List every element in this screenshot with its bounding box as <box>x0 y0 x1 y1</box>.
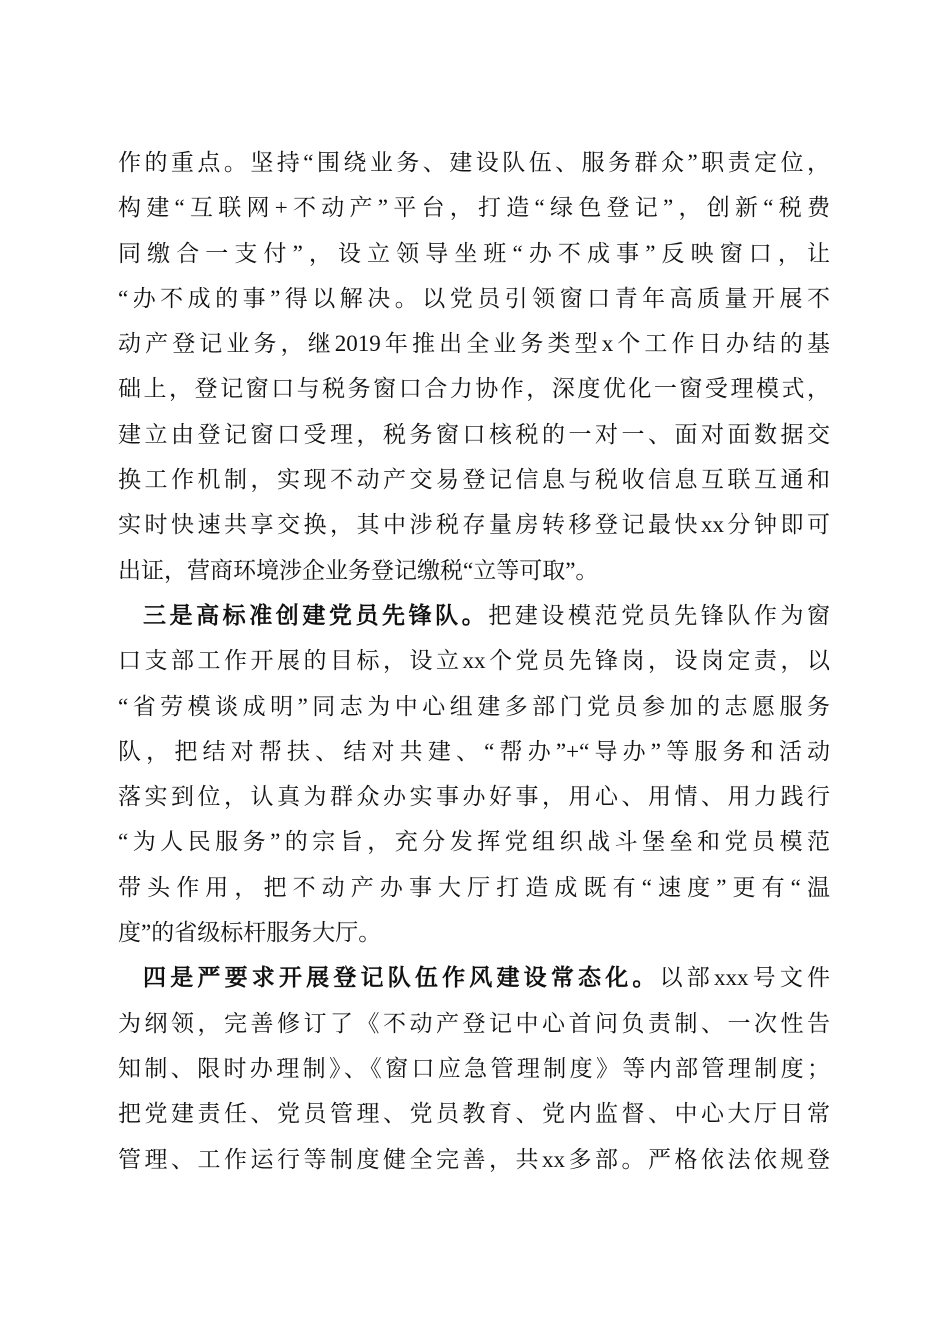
text-line: 实时快速共享交换，其中涉税存量房转移登记最快xx分钟即可 <box>118 512 830 538</box>
paragraph-3 <box>118 955 830 1181</box>
text-line: 把党建责任、党员管理、党员教育、党内监督、中心大厅日常 <box>118 1101 830 1127</box>
text-line: 同缴合一支付”，设立领导坐班“办不成事”反映窗口，让 <box>118 240 830 266</box>
section-heading: 三是高标准创建党员先锋队。 <box>143 602 489 628</box>
document-body <box>118 140 830 1182</box>
text-line: “办不成的事”得以解决。以党员引领窗口青年高质量开展不 <box>118 285 830 311</box>
text-line: “为人民服务”的宗旨，充分发挥党组织战斗堡垒和党员模范 <box>118 829 830 855</box>
text-line: “省劳模谈成明”同志为中心组建多部门党员参加的志愿服务 <box>118 693 830 719</box>
text-line: 构建“互联网+不动产”平台，打造“绿色登记”，创新“税费 <box>118 195 830 221</box>
text-line: 为纲领，完善修订了《不动产登记中心首问负责制、一次性告 <box>118 1010 830 1036</box>
text-line: 换工作机制，实现不动产交易登记信息与税收信息互联互通和 <box>118 467 830 493</box>
text-line: 度”的省级标杆服务大厅。 <box>118 920 382 946</box>
text-line: 口支部工作开展的目标，设立xx个党员先锋岗，设岗定责，以 <box>118 648 830 674</box>
paragraph-1 <box>118 140 830 593</box>
text-line: 落实到位，认真为群众办实事办好事，用心、用情、用力践行 <box>118 784 830 810</box>
text-run: 以部xxx号文件 <box>659 965 830 991</box>
text-line: 知制、限时办理制》、《窗口应急管理制度》等内部管理制度； <box>118 1055 830 1081</box>
text-line <box>118 955 830 1000</box>
text-line: 管理、工作运行等制度健全完善，共xx多部。严格依法依规登 <box>118 1146 830 1172</box>
text-line: 建立由登记窗口受理，税务窗口核税的一对一、面对面数据交 <box>118 421 830 447</box>
text-line: 队，把结对帮扶、结对共建、“帮办”+“导办”等服务和活动 <box>118 738 830 764</box>
text-line: 础上，登记窗口与税务窗口合力协作，深度优化一窗受理模式， <box>118 376 830 402</box>
text-line: 动产登记业务，继2019年推出全业务类型x个工作日办结的基 <box>118 331 830 357</box>
paragraph-2 <box>118 593 830 955</box>
text-line: 带头作用，把不动产办事大厅打造成既有“速度”更有“温 <box>118 874 830 900</box>
text-line: 作的重点。坚持“围绕业务、建设队伍、服务群众”职责定位， <box>118 150 830 175</box>
text-line: 出证，营商环境涉企业务登记缴税“立等可取”。 <box>118 557 599 583</box>
text-run: 把建设模范党员先锋队作为窗 <box>488 602 831 628</box>
section-heading: 四是严要求开展登记队伍作风建设常态化。 <box>143 965 660 991</box>
text-line <box>118 593 830 638</box>
